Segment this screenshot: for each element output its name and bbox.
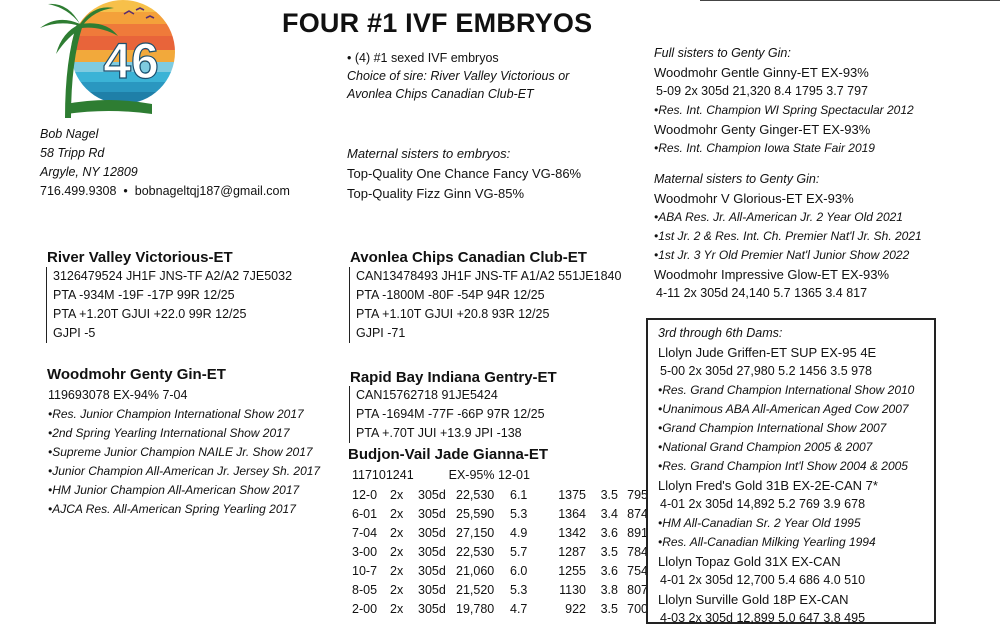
- info-line: GJPI -71: [356, 326, 406, 340]
- achievement: •HM All-Canadian Sr. 2 Year Old 1995: [658, 516, 861, 530]
- contact-name: Bob Nagel: [40, 127, 99, 141]
- maternal-sister: Top-Quality One Chance Fancy VG-86%: [347, 166, 582, 181]
- record-cell: 27,150: [456, 525, 495, 540]
- achievement: •Res. Grand Champion Int'l Show 2004 & 2005: [658, 459, 908, 473]
- sire-avonlea-info: [349, 267, 621, 343]
- info-line: PTA +1.20T GJUI +22.0 99R 12/25: [53, 307, 247, 321]
- info-line: CAN15762718 91JE5424: [356, 388, 498, 402]
- record-cell: 784: [627, 544, 648, 559]
- achievement: •1st Jr. 3 Yr Old Premier Nat'l Junior Show 2022: [654, 248, 910, 262]
- dam-genty-gin-name: Woodmohr Genty Gin-ET: [47, 366, 226, 383]
- info-line: PTA +.70T JUI +13.9 JPI -138: [356, 426, 522, 440]
- cow-name: Llolyn Topaz Gold 31X EX-CAN: [658, 554, 841, 569]
- achievement: •Supreme Junior Champion NAILE Jr. Show 2017: [48, 445, 313, 459]
- info-line: CAN13478493 JH1F JNS-TF A1/A2 551JE1840: [356, 269, 622, 283]
- sire-rapid-bay-name: Rapid Bay Indiana Gentry-ET: [350, 369, 557, 386]
- contact-street: 58 Tripp Rd: [40, 146, 105, 160]
- record-row: [352, 599, 648, 618]
- record-cell: 5.7: [510, 544, 528, 559]
- info-line: 3126479524 JH1F JNS-TF A2/A2 7JE5032: [53, 269, 293, 283]
- budjon-score: EX-95% 12-01: [448, 468, 530, 482]
- cow-name: Llolyn Fred's Gold 31B EX-2E-CAN 7*: [658, 478, 878, 493]
- record-row: [352, 580, 648, 599]
- record-cell: 1130: [559, 582, 586, 597]
- sire-river-valley-name: River Valley Victorious-ET: [47, 249, 233, 266]
- record-cell: 3.5: [600, 544, 618, 559]
- contact-block: [40, 125, 290, 201]
- record-cell: 5.3: [510, 506, 528, 521]
- record-cell: 4.7: [510, 601, 528, 616]
- record-cell: 2-00: [352, 601, 378, 616]
- achievement: •Unanimous ABA All-American Aged Cow 2007: [658, 402, 909, 416]
- cow-name: Woodmohr Impressive Glow-ET EX-93%: [654, 267, 890, 282]
- embryo-count: • (4) #1 sexed IVF embryos: [347, 51, 499, 65]
- record-cell: 3.5: [600, 487, 618, 502]
- record-cell: 2x: [390, 487, 404, 502]
- sire-river-valley-info: [46, 267, 292, 343]
- budjon-id: 117101241: [352, 468, 414, 482]
- record-cell: 2x: [390, 525, 404, 540]
- contact-city: Argyle, NY 12809: [40, 165, 138, 179]
- record-cell: 3.5: [600, 601, 618, 616]
- achievement: •National Grand Champion 2005 & 2007: [658, 440, 873, 454]
- record-cell: 25,590: [456, 506, 495, 521]
- achievement: •Res. All-Canadian Milking Yearling 1994: [658, 535, 876, 549]
- sunset-palm-icon: [28, 0, 188, 120]
- budjon-id-line: [352, 466, 648, 485]
- maternal-sisters-gin-block: [654, 170, 922, 303]
- record-row: [352, 523, 648, 542]
- record-cell: 10-7: [352, 563, 378, 578]
- dam-budjon-name: Budjon-Vail Jade Gianna-ET: [348, 446, 549, 463]
- dam-genty-gin-info: [48, 386, 320, 519]
- info-line: PTA -934M -19F -17P 99R 12/25: [53, 288, 235, 302]
- record-cell: 2x: [390, 506, 404, 521]
- farm-logo: [28, 0, 188, 120]
- info-line: PTA -1694M -77F -66P 97R 12/25: [356, 407, 545, 421]
- record-cell: 2x: [390, 582, 404, 597]
- record-cell: 1364: [558, 506, 586, 521]
- record-row: [352, 485, 648, 504]
- record-cell: 12-0: [352, 487, 378, 502]
- record-cell: 7-04: [352, 525, 378, 540]
- record-cell: 8-05: [352, 582, 378, 597]
- record-cell: 891: [627, 525, 648, 540]
- cow-record: 5-00 2x 305d 27,980 5.2 1456 3.5 978: [660, 364, 872, 378]
- record-cell: 6.0: [510, 563, 528, 578]
- cow-record: 4-01 2x 305d 14,892 5.2 769 3.9 678: [660, 497, 866, 511]
- maternal-sisters-embryos: [347, 144, 581, 204]
- logo-number: 46: [103, 33, 159, 89]
- record-cell: 754: [627, 563, 648, 578]
- sire-rapid-bay-info: [349, 386, 545, 443]
- record-cell: 305d: [418, 601, 446, 616]
- achievement: •HM Junior Champion All-American Show 2017: [48, 483, 300, 497]
- record-cell: 795: [627, 487, 648, 502]
- record-cell: 6.1: [510, 487, 528, 502]
- cow-record: 4-03 2x 305d 12,899 5.0 647 3.8 495: [660, 611, 866, 625]
- record-cell: 1375: [558, 487, 586, 502]
- record-cell: 19,780: [456, 601, 495, 616]
- record-cell: 3.6: [600, 563, 618, 578]
- dam-budjon-info: [352, 466, 648, 618]
- achievement: •ABA Res. Jr. All-American Jr. 2 Year Old 2021: [654, 210, 903, 224]
- cow-name: Llolyn Jude Griffen-ET SUP EX-95 4E: [658, 345, 877, 360]
- record-cell: 807: [627, 582, 648, 597]
- dams-box: [646, 318, 936, 624]
- embryo-offer: [347, 49, 569, 103]
- achievement: •1st Jr. 2 & Res. Int. Ch. Premier Nat'l Jr. Sh. 2021: [654, 229, 922, 243]
- record-cell: 305d: [418, 544, 446, 559]
- full-sisters-heading: Full sisters to Genty Gin:: [654, 46, 791, 60]
- cow-name: Woodmohr Gentle Ginny-ET EX-93%: [654, 65, 869, 80]
- record-cell: 305d: [418, 525, 446, 540]
- achievement: •2nd Spring Yearling International Show 2017: [48, 426, 290, 440]
- contact-phone: 716.499.9308: [40, 184, 117, 198]
- record-cell: 305d: [418, 487, 446, 502]
- record-cell: 2x: [390, 563, 404, 578]
- record-cell: 4.9: [510, 525, 528, 540]
- record-cell: 21,060: [456, 563, 495, 578]
- record-cell: 922: [565, 601, 586, 616]
- record-cell: 1287: [558, 544, 586, 559]
- cow-name: Woodmohr V Glorious-ET EX-93%: [654, 191, 854, 206]
- record-cell: 22,530: [456, 544, 495, 559]
- cow-name: Llolyn Surville Gold 18P EX-CAN: [658, 592, 849, 607]
- contact-separator: •: [123, 184, 128, 198]
- record-cell: 3-00: [352, 544, 378, 559]
- record-cell: 3.8: [600, 582, 618, 597]
- sire-choice: Choice of sire: River Valley Victorious or: [347, 69, 570, 83]
- record-row: [352, 542, 648, 561]
- record-cell: 21,520: [456, 582, 495, 597]
- record-row: [352, 504, 648, 523]
- sire-avonlea-name: Avonlea Chips Canadian Club-ET: [350, 249, 587, 266]
- record-row: [352, 561, 648, 580]
- page-title: FOUR #1 IVF EMBRYOS: [282, 8, 593, 38]
- record-cell: 22,530: [456, 487, 495, 502]
- achievement: •Res. Int. Champion Iowa State Fair 2019: [654, 141, 875, 155]
- achievement: •Grand Champion International Show 2007: [658, 421, 887, 435]
- maternal-sisters-heading: Maternal sisters to embryos:: [347, 146, 511, 161]
- record-cell: 700: [627, 601, 648, 616]
- full-sisters-block: [654, 44, 914, 158]
- achievement: •Res. Grand Champion International Show 2010: [658, 383, 915, 397]
- sire-choice-2: Avonlea Chips Canadian Club-ET: [347, 87, 534, 101]
- record-cell: 3.6: [600, 525, 618, 540]
- record-cell: 305d: [418, 563, 446, 578]
- record-cell: 305d: [418, 582, 446, 597]
- info-line: PTA +1.10T GJUI +20.8 93R 12/25: [356, 307, 550, 321]
- contact-line: [40, 182, 290, 201]
- achievement: •AJCA Res. All-American Spring Yearling 2017: [48, 502, 296, 516]
- top-rule: [700, 0, 1000, 1]
- maternal-sister: Top-Quality Fizz Ginn VG-85%: [347, 186, 525, 201]
- dams-heading: 3rd through 6th Dams:: [658, 326, 783, 340]
- achievement: •Junior Champion All-American Jr. Jersey Sh. 2017: [48, 464, 321, 478]
- record-cell: 3.4: [600, 506, 618, 521]
- record-cell: 2x: [390, 544, 404, 559]
- record-cell: 6-01: [352, 506, 378, 521]
- contact-email[interactable]: bobnageltqj187@gmail.com: [134, 184, 290, 198]
- record-cell: 1342: [558, 525, 586, 540]
- achievement: •Res. Int. Champion WI Spring Spectacular 2012: [654, 103, 914, 117]
- achievement: •Res. Junior Champion International Show 2017: [48, 407, 304, 421]
- maternal-gin-heading: Maternal sisters to Genty Gin:: [654, 172, 820, 186]
- cow-name: Woodmohr Genty Ginger-ET EX-93%: [654, 122, 871, 137]
- record-cell: 305d: [418, 506, 446, 521]
- production-records: [352, 485, 648, 618]
- cow-record: 4-11 2x 305d 24,140 5.7 1365 3.4 817: [656, 286, 868, 300]
- record-cell: 1255: [558, 563, 586, 578]
- info-line: GJPI -5: [53, 326, 96, 340]
- record-cell: 874: [627, 506, 648, 521]
- record-cell: 2x: [390, 601, 404, 616]
- cow-record: 5-09 2x 305d 21,320 8.4 1795 3.7 797: [656, 84, 868, 98]
- info-line: 119693078 EX-94% 7-04: [48, 388, 188, 402]
- record-cell: 5.3: [510, 582, 528, 597]
- info-line: PTA -1800M -80F -54P 94R 12/25: [356, 288, 545, 302]
- cow-record: 4-01 2x 305d 12,700 5.4 686 4.0 510: [660, 573, 866, 587]
